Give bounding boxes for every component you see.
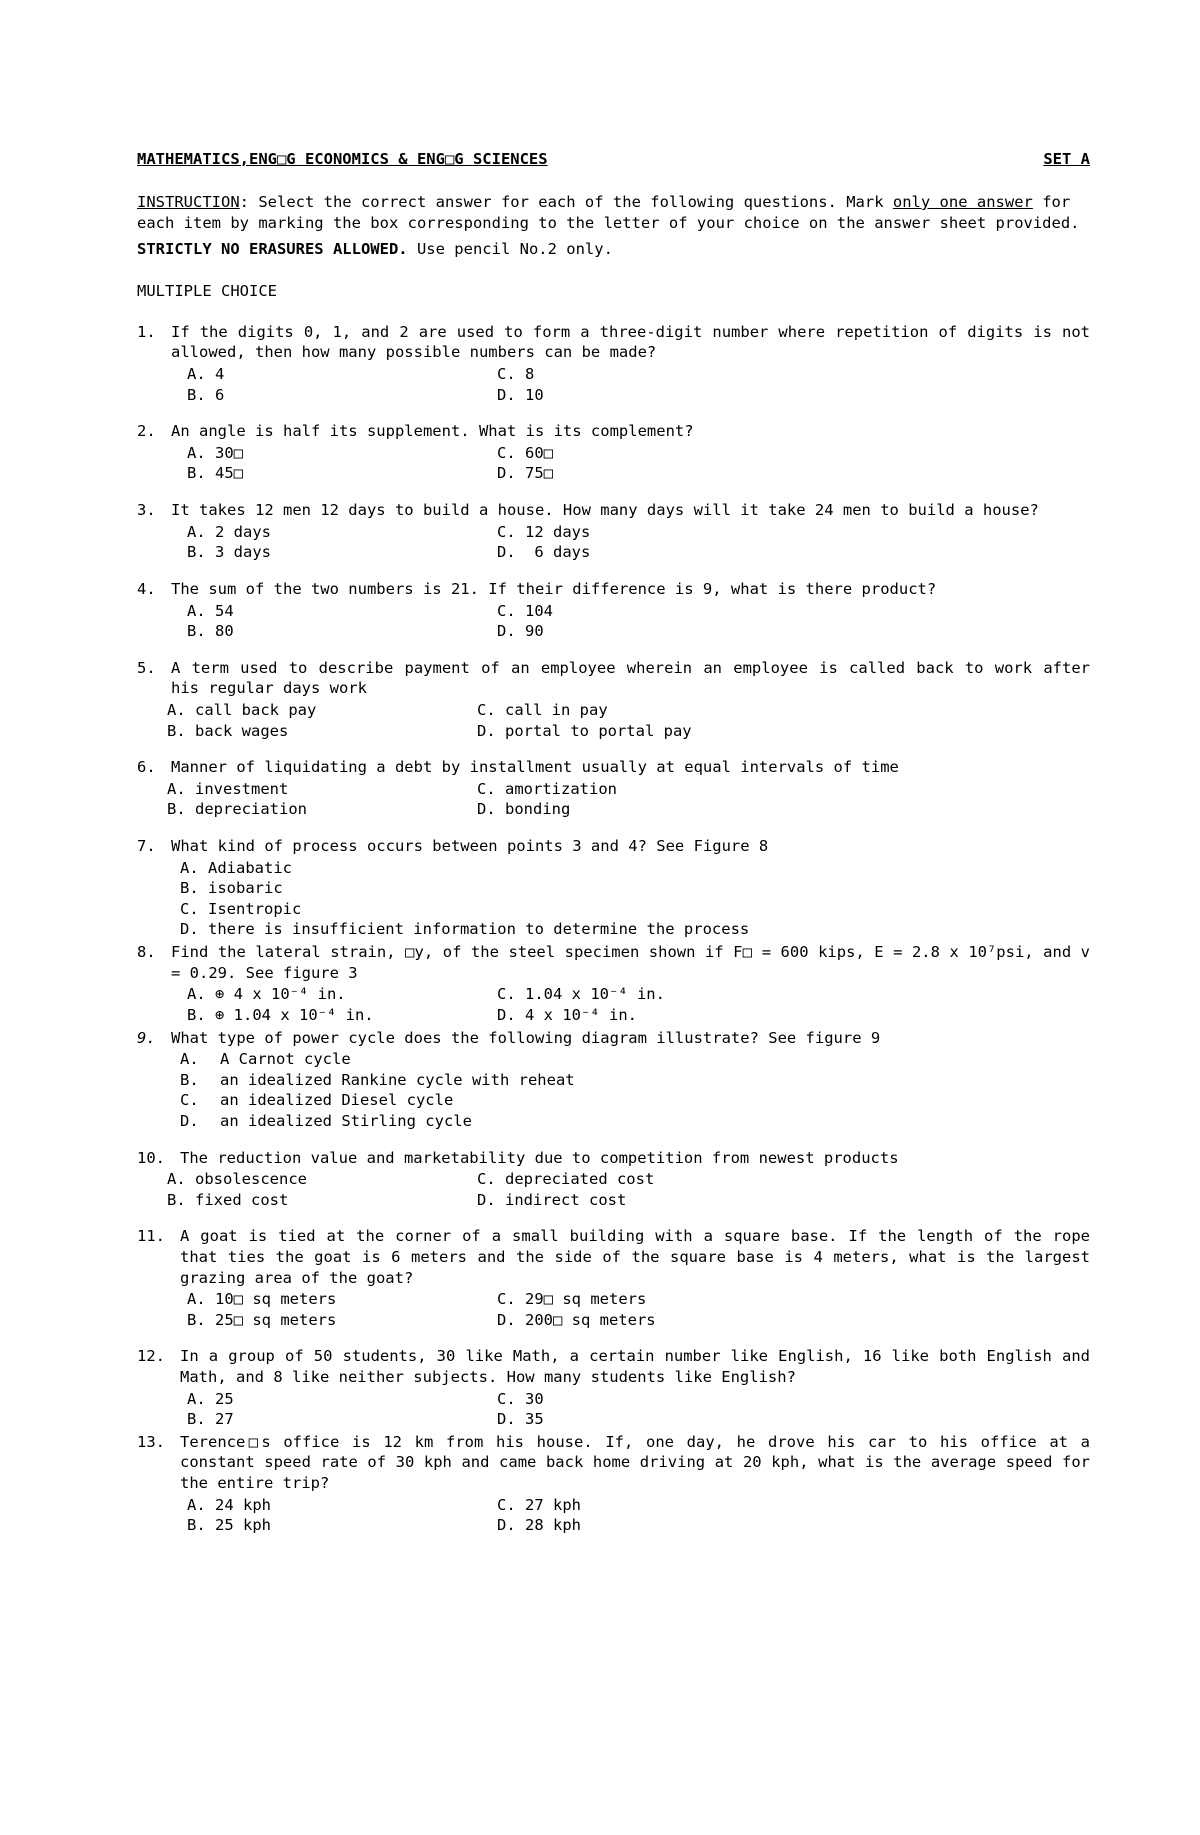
choice-b[interactable]: B. 6 bbox=[187, 385, 225, 404]
question-9 bbox=[137, 1028, 1090, 1132]
question-3 bbox=[137, 500, 1090, 563]
erasure-notice-rest: Use pencil No.2 only. bbox=[407, 240, 613, 259]
choice-c[interactable] bbox=[180, 1090, 1090, 1111]
choice-b-text: an idealized Rankine cycle with reheat bbox=[220, 1070, 575, 1089]
question-6 bbox=[137, 757, 1090, 820]
choice-b[interactable]: B. 45□ bbox=[187, 464, 243, 483]
choice-b[interactable]: B. fixed cost bbox=[167, 1190, 289, 1209]
choice-d[interactable]: D. 200□ sq meters bbox=[497, 1310, 656, 1329]
question-text: Manner of liquidating a debt by installment usually at equal intervals of time bbox=[171, 758, 899, 777]
question-7 bbox=[137, 836, 1090, 940]
choice-d[interactable]: D. 35 bbox=[497, 1410, 544, 1429]
document-header bbox=[137, 150, 1090, 168]
question-text: What type of power cycle does the following diagram illustrate? See figure 9 bbox=[171, 1028, 881, 1047]
question-text: What kind of process occurs between points 3 and 4? See Figure 8 bbox=[171, 837, 769, 856]
choice-a[interactable]: A. obsolescence bbox=[167, 1170, 307, 1189]
question-number: 11. bbox=[137, 1227, 165, 1246]
choice-a[interactable] bbox=[180, 1049, 1090, 1070]
choice-c[interactable]: C. 30 bbox=[497, 1389, 544, 1408]
question-number: 1. bbox=[137, 322, 156, 341]
question-4 bbox=[137, 579, 1090, 642]
question-13 bbox=[137, 1432, 1090, 1536]
question-number: 7. bbox=[137, 837, 156, 856]
choice-d[interactable]: D. 4 x 10⁻⁴ in. bbox=[497, 1005, 637, 1024]
choice-c-text: an idealized Diesel cycle bbox=[220, 1091, 454, 1110]
choice-a[interactable]: A. 24 kph bbox=[187, 1495, 271, 1514]
instruction-block bbox=[137, 192, 1090, 233]
choice-a[interactable]: A. 30□ bbox=[187, 443, 243, 462]
choice-b[interactable]: B. 80 bbox=[187, 622, 234, 641]
instruction-body-1: : Select the correct answer for each of the following questions. Mark bbox=[239, 193, 893, 211]
question-number: 5. bbox=[137, 658, 156, 677]
choice-d[interactable]: D. 6 days bbox=[497, 543, 591, 562]
question-text: A term used to describe payment of an employee wherein an employee is called back to work after his regular days work bbox=[171, 658, 1090, 698]
choice-c[interactable]: C. call in pay bbox=[477, 700, 608, 719]
choice-b[interactable]: B. back wages bbox=[167, 721, 289, 740]
choice-a-text: A Carnot cycle bbox=[220, 1050, 351, 1069]
choice-b[interactable]: B. depreciation bbox=[167, 800, 307, 819]
choice-b[interactable]: B. 3 days bbox=[187, 543, 271, 562]
choice-c[interactable]: C. 29□ sq meters bbox=[497, 1290, 647, 1309]
choice-a[interactable]: A. 10□ sq meters bbox=[187, 1290, 337, 1309]
choice-c-label: C. bbox=[180, 1091, 199, 1110]
choice-b[interactable] bbox=[180, 1070, 1090, 1091]
choice-c[interactable]: C. 60□ bbox=[497, 443, 553, 462]
choice-a[interactable]: A. ⊕ 4 x 10⁻⁴ in. bbox=[187, 985, 346, 1004]
instruction-body-2: for each item by marking the box corresponding to the letter of your choice on the answer sheet provided. bbox=[137, 193, 1080, 232]
question-text: In a group of 50 students, 30 like Math, a certain number like English, 16 like both English and Math, and 8 like neither subjects. How many students like English? bbox=[180, 1347, 1090, 1387]
question-12 bbox=[137, 1346, 1090, 1429]
choice-b[interactable]: B. 25 kph bbox=[187, 1516, 271, 1535]
question-number: 10. bbox=[137, 1148, 165, 1167]
choice-b[interactable]: B. isobaric bbox=[180, 879, 283, 898]
choice-d[interactable]: D. 75□ bbox=[497, 464, 553, 483]
question-text: An angle is half its supplement. What is its complement? bbox=[171, 422, 694, 441]
document-title: MATHEMATICS,ENG□G ECONOMICS & ENG□G SCIENCES bbox=[137, 150, 548, 168]
choice-d[interactable]: D. indirect cost bbox=[477, 1190, 627, 1209]
question-number: 4. bbox=[137, 579, 156, 598]
question-5 bbox=[137, 658, 1090, 741]
question-11 bbox=[137, 1226, 1090, 1330]
choice-d[interactable]: D. 10 bbox=[497, 385, 544, 404]
choice-c[interactable]: C. depreciated cost bbox=[477, 1170, 655, 1189]
set-label: SET A bbox=[1043, 150, 1090, 168]
question-number: 13. bbox=[137, 1432, 165, 1451]
question-number: 9. bbox=[137, 1028, 156, 1047]
question-number: 3. bbox=[137, 501, 156, 520]
question-10 bbox=[137, 1148, 1090, 1211]
choice-c[interactable]: C. amortization bbox=[477, 779, 617, 798]
section-label: MULTIPLE CHOICE bbox=[137, 281, 277, 300]
choice-a[interactable]: A. 2 days bbox=[187, 522, 271, 541]
question-2 bbox=[137, 421, 1090, 484]
question-text: If the digits 0, 1, and 2 are used to form a three-digit number where repetition of digits is not allowed, then how many possible numbers can be made? bbox=[171, 322, 1090, 362]
choice-d-label: D. bbox=[180, 1111, 199, 1130]
erasure-notice bbox=[137, 239, 1090, 260]
choice-c[interactable]: C. 27 kph bbox=[497, 1495, 581, 1514]
choice-a[interactable]: A. call back pay bbox=[167, 700, 317, 719]
choice-a[interactable]: A. 25 bbox=[187, 1389, 234, 1408]
instruction-label: INSTRUCTION bbox=[137, 193, 240, 211]
choice-c[interactable]: C. 8 bbox=[497, 365, 535, 384]
choice-b[interactable]: B. 25□ sq meters bbox=[187, 1310, 337, 1329]
choice-a[interactable]: A. investment bbox=[167, 779, 289, 798]
choice-d[interactable] bbox=[180, 1111, 1090, 1132]
question-number: 2. bbox=[137, 422, 156, 441]
instruction-underline: only one answer bbox=[892, 193, 1033, 211]
choice-a[interactable]: A. 54 bbox=[187, 601, 234, 620]
choice-c[interactable]: C. Isentropic bbox=[180, 899, 302, 918]
question-1 bbox=[137, 322, 1090, 405]
question-8 bbox=[137, 942, 1090, 1025]
question-text: The sum of the two numbers is 21. If their difference is 9, what is there product? bbox=[171, 579, 937, 598]
choice-b-label: B. bbox=[180, 1070, 199, 1089]
choice-d-text: an idealized Stirling cycle bbox=[220, 1111, 472, 1130]
question-text: A goat is tied at the corner of a small building with a square base. If the length of the rope that ties the goat is 6 meters and the side of the square base is 4 meters, what is the largest grazing area of the goat? bbox=[180, 1227, 1090, 1287]
question-text: The reduction value and marketability due to competition from newest products bbox=[180, 1148, 899, 1167]
question-text: Find the lateral strain, □y, of the steel specimen shown if F□ = 600 kips, E = 2.8 x 10⁷psi, and v = 0.29. See figure 3 bbox=[171, 943, 1090, 982]
choice-b[interactable]: B. 27 bbox=[187, 1410, 234, 1429]
choice-a-label: A. bbox=[180, 1050, 199, 1069]
question-text: It takes 12 men 12 days to build a house. How many days will it take 24 men to build a house? bbox=[171, 501, 1039, 520]
choice-d[interactable]: D. 28 kph bbox=[497, 1516, 581, 1535]
erasure-notice-bold: STRICTLY NO ERASURES ALLOWED. bbox=[137, 240, 408, 259]
choice-d[interactable]: D. 90 bbox=[497, 622, 544, 641]
choice-c[interactable]: C. 12 days bbox=[497, 522, 591, 541]
choice-b[interactable]: B. ⊕ 1.04 x 10⁻⁴ in. bbox=[187, 1005, 374, 1024]
choice-c[interactable]: C. 104 bbox=[497, 601, 553, 620]
question-text: Terence□s office is 12 km from his house. If, one day, he drove his car to his office at a constant speed rate of 30 kph and came back home driving at 20 kph, what is the average speed for the entire trip? bbox=[180, 1432, 1090, 1493]
choice-d[interactable]: D. portal to portal pay bbox=[477, 721, 692, 740]
question-number: 12. bbox=[137, 1347, 165, 1366]
choice-d[interactable]: D. bonding bbox=[477, 800, 571, 819]
question-number: 6. bbox=[137, 758, 156, 777]
choice-a[interactable]: A. 4 bbox=[187, 365, 225, 384]
choice-c[interactable]: C. 1.04 x 10⁻⁴ in. bbox=[497, 985, 665, 1004]
question-number: 8. bbox=[137, 943, 156, 962]
choice-a[interactable]: A. Adiabatic bbox=[180, 858, 292, 877]
choice-d[interactable]: D. there is insufficient information to determine the process bbox=[180, 920, 750, 939]
